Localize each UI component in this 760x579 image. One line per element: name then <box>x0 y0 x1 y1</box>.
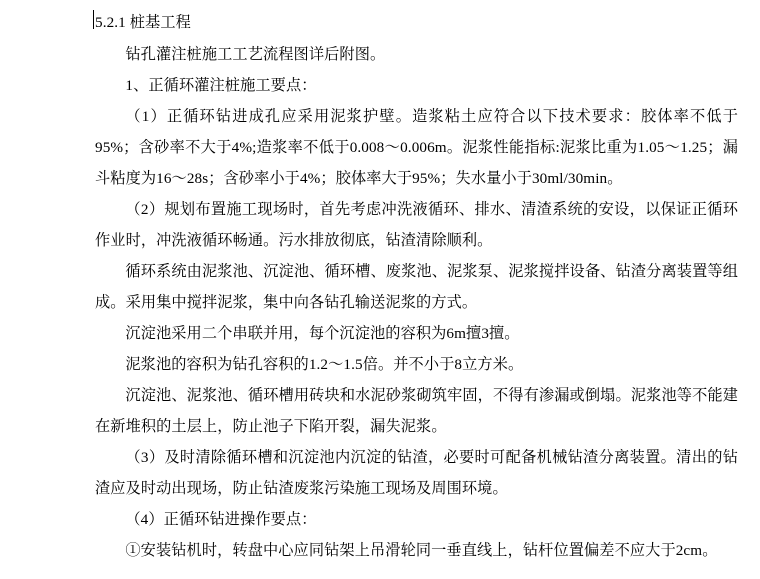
paragraph: ①安装钻机时，转盘中心应同钻架上吊滑轮同一垂直线上，钻杆位置偏差不应大于2cm。 <box>125 542 718 559</box>
paragraph-list-title: 1、正循环灌注桩施工要点： <box>125 77 317 94</box>
text-cursor <box>93 10 94 29</box>
section-heading: 5.2.1 桩基工程 <box>95 14 191 31</box>
paragraph: （4）正循环钻进操作要点： <box>125 511 317 528</box>
paragraph: 沉淀池采用二个串联并用，每个沉淀池的容积为6m擅3擅。 <box>125 325 520 342</box>
paragraph: 泥浆池的容积为钻孔容积的1.2～1.5倍。并不小于8立方米。 <box>125 356 524 373</box>
paragraph: 沉淀池、泥浆池、循环槽用砖块和水泥砂浆砌筑牢固，不得有渗漏或倒塌。泥浆池等不能建在新堆积的土层上，防止池子下陷开裂，漏失泥浆。 <box>95 387 738 435</box>
paragraph: （1）正循环钻进成孔应采用泥浆护壁。造浆粘土应符合以下技术要求：胶体率不低于95%；含砂率不大于4%;造浆率不低于0.008～0.006m。泥浆性能指标:泥浆比重为1.05～1.25；漏斗粘度为16～28s；含砂率小于4%；胶体率大于95%；失水量小于30ml/30min。 <box>95 108 738 187</box>
paragraph: （3）及时清除循环槽和沉淀池内沉淀的钻渣，必要时可配备机械钻渣分离装置。清出的钻渣应及时动出现场，防止钻渣废浆污染施工现场及周围环境。 <box>95 449 738 497</box>
paragraph: 钻孔灌注桩施工工艺流程图详后附图。 <box>125 46 386 63</box>
paragraph: （2）规划布置施工现场时，首先考虑冲洗液循环、排水、清渣系统的安设，以保证正循环作业时，冲洗液循环畅通。污水排放彻底，钻渣清除顺利。 <box>95 201 738 249</box>
paragraph: 循环系统由泥浆池、沉淀池、循环槽、废浆池、泥浆泵、泥浆搅拌设备、钻渣分离装置等组成。采用集中搅拌泥浆，集中向各钻孔输送泥浆的方式。 <box>95 263 738 311</box>
document-body <box>95 8 738 566</box>
